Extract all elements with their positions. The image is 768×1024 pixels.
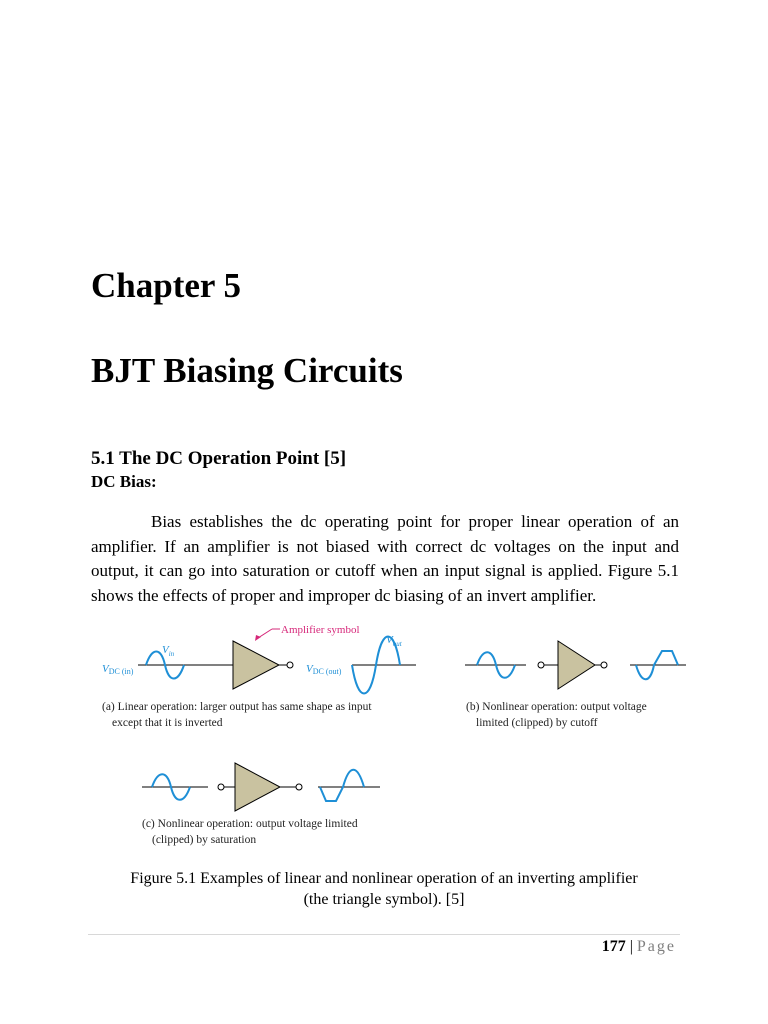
panel-b-amplifier-triangle	[558, 641, 595, 689]
label-vdc-out-main: V	[306, 663, 313, 675]
figure-svg	[90, 615, 690, 855]
chapter-title: BJT Biasing Circuits	[91, 351, 403, 390]
panel-b-caption-line2: limited (clipped) by cutoff	[476, 717, 598, 729]
label-vout	[386, 634, 403, 648]
footer-divider	[88, 934, 680, 935]
figure-amplifier-operation	[90, 615, 690, 855]
callout-amplifier-symbol: Amplifier symbol	[281, 624, 360, 636]
label-vin-sub: in	[168, 650, 175, 658]
label-vout-main: V	[386, 634, 393, 646]
panel-a-amplifier-triangle	[233, 641, 279, 689]
panel-c-amplifier-triangle	[235, 763, 280, 811]
section-heading: 5.1 The DC Operation Point [5]	[91, 448, 347, 469]
label-vdc-in-sub: DC (in)	[108, 667, 134, 676]
panel-c-input-terminal	[218, 784, 224, 790]
panel-a-output-terminal	[287, 662, 293, 668]
page-number: 177	[601, 938, 626, 955]
body-paragraph-text: Bias establishes the dc operating point for proper linear operation of an amplifier. If an amplifier is not biased with correct dc voltages on the input and output, it can go into saturation or cutoff when an input signal is applied. Figure 5.1 shows the effects of proper and improper dc biasing of an invert amplifier.	[91, 512, 679, 605]
label-vin	[162, 644, 175, 658]
label-vin-main: V	[162, 644, 169, 656]
figure-caption-line1: Figure 5.1 Examples of linear and nonlinear operation of an inverting amplifier	[130, 870, 638, 887]
label-vdc-in-main: V	[102, 663, 109, 675]
subsection-heading: DC Bias:	[91, 472, 157, 491]
panel-c-output-terminal	[296, 784, 302, 790]
chapter-number-heading: Chapter 5	[91, 266, 242, 305]
panel-b-caption-line1: (b) Nonlinear operation: output voltage	[466, 701, 647, 713]
panel-a-caption-line1: (a) Linear operation: larger output has same shape as input	[102, 701, 372, 713]
panel-c-diagram	[142, 763, 380, 846]
label-vdc-out-sub: DC (out)	[312, 667, 342, 676]
figure-caption	[91, 868, 677, 910]
panel-c-caption-line2: (clipped) by saturation	[152, 834, 257, 846]
panel-b-diagram	[465, 641, 686, 729]
figure-caption-line2: (the triangle symbol). [5]	[303, 891, 465, 908]
panel-a-diagram	[102, 624, 416, 729]
body-paragraph	[91, 510, 679, 608]
panel-b-input-terminal	[538, 662, 544, 668]
label-vdc-out	[306, 663, 342, 676]
panel-b-output-terminal	[601, 662, 607, 668]
label-vdc-in	[102, 663, 134, 676]
panel-a-caption-line2: except that it is inverted	[112, 717, 223, 729]
panel-c-output-wave-clipped	[320, 770, 364, 801]
page-footer	[480, 937, 676, 957]
page-separator: |	[625, 938, 637, 955]
callout-arrowhead	[255, 635, 261, 641]
page-word: Page	[636, 938, 676, 955]
panel-c-caption-line1: (c) Nonlinear operation: output voltage limited	[142, 818, 358, 830]
label-vout-sub: out	[392, 640, 402, 648]
